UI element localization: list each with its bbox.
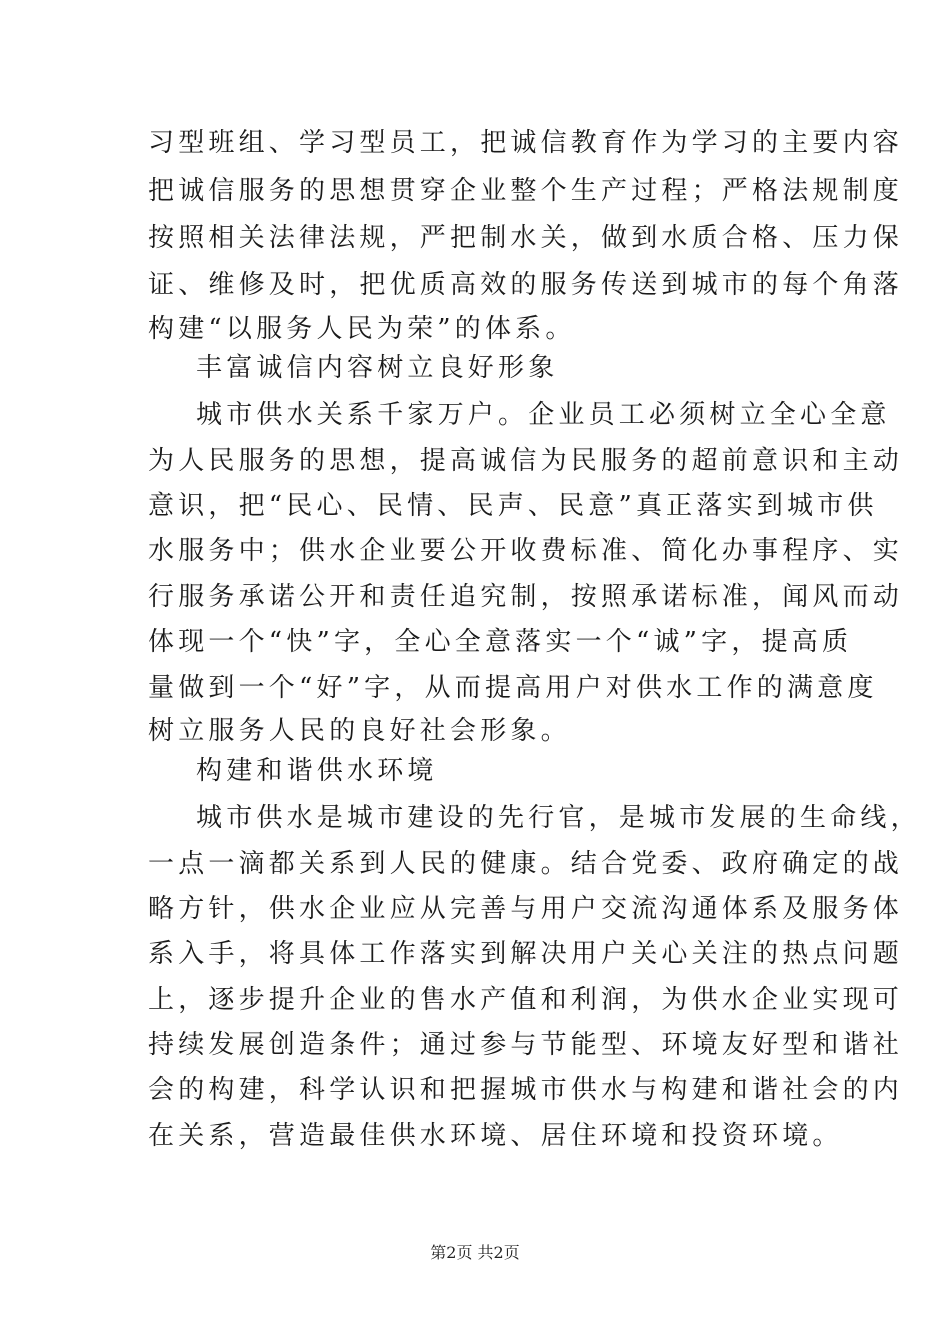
body-line: 在关系，营造最佳供水环境、居住环境和投资环境。 [148,1121,843,1151]
body-line: 系入手，将具体工作落实到解决用户关心关注的热点问题 [148,939,904,969]
body-line: 会的构建，科学认识和把握城市供水与构建和谐社会的内 [148,1075,904,1105]
body-line: 构建“以服务人民为荣”的体系。 [148,314,576,344]
body-line: 树立服务人民的良好社会形象。 [148,716,571,746]
body-line: 量做到一个“好”字，从而提高用户对供水工作的满意度 [148,673,878,703]
body-line: 按照相关法律法规，严把制水关，做到水质合格、压力保 [148,223,904,253]
body-line: 行服务承诺公开和责任追究制，按照承诺标准，闻风而动 [148,582,904,612]
body-line: 意识，把“民心、民情、民声、民意”真正落实到城市供 [148,491,878,521]
section-heading: 构建和谐供水环境 [196,756,438,786]
body-line: 证、维修及时，把优质高效的服务传送到城市的每个角落 [148,270,904,300]
body-line: 城市供水是城市建设的先行官，是城市发展的生命线， [196,803,921,833]
body-line: 体现一个“快”字，全心全意落实一个“诚”字，提高质 [148,627,853,657]
body-line: 一点一滴都关系到人民的健康。结合党委、政府确定的战 [148,849,904,879]
body-line: 习型班组、学习型员工，把诚信教育作为学习的主要内容 [148,128,904,158]
page-number-footer: 第2页 共2页 [430,1243,520,1262]
section-heading: 丰富诚信内容树立良好形象 [196,353,559,383]
body-line: 上，逐步提升企业的售水产值和利润，为供水企业实现可 [148,985,904,1015]
body-line: 持续发展创造条件；通过参与节能型、环境友好型和谐社 [148,1030,904,1060]
body-line: 略方针，供水企业应从完善与用户交流沟通体系及服务体 [148,894,904,924]
body-line: 水服务中；供水企业要公开收费标准、简化办事程序、实 [148,536,904,566]
body-line: 为人民服务的思想，提高诚信为民服务的超前意识和主动 [148,446,904,476]
body-line: 城市供水关系千家万户。企业员工必须树立全心全意 [196,400,891,430]
body-line: 把诚信服务的思想贯穿企业整个生产过程；严格法规制度 [148,176,904,206]
